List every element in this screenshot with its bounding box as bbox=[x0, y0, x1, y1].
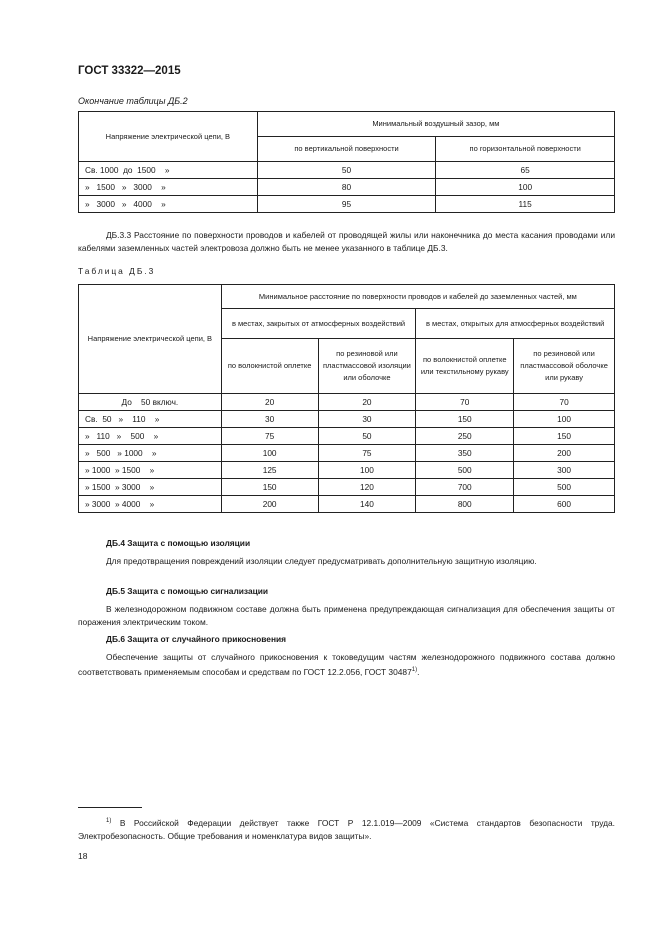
table-row: » 110 » 500 » 75 50 250 150 bbox=[79, 428, 615, 445]
table-row: » 1000 » 1500 » 125 100 500 300 bbox=[79, 462, 615, 479]
table-header-cell: в местах, закрытых от атмосферных воздействий bbox=[221, 309, 416, 339]
table-db2-end bbox=[78, 111, 615, 213]
table-header-cell: по резиновой или пластмассовой оболочке или рукаву bbox=[514, 339, 615, 394]
section-db4-text: Для предотвращения повреждений изоляции следует предусматривать дополнительную защитную изоляцию. bbox=[106, 556, 537, 566]
footnote-mark: 1) bbox=[106, 818, 112, 824]
table-header-cell: Минимальное расстояние по поверхности проводов и кабелей до заземленных частей, мм bbox=[221, 285, 614, 309]
table-row: Св. 50 » 110 » 30 30 150 100 bbox=[79, 411, 615, 428]
footnote-divider bbox=[78, 807, 142, 808]
table-header-cell: Напряжение электрической цепи, В bbox=[79, 112, 258, 162]
document-header: ГОСТ 33322—2015 bbox=[78, 65, 181, 77]
table-header-cell: Минимальный воздушный зазор, мм bbox=[257, 112, 614, 137]
table-row: До 50 включ. 20 20 70 70 bbox=[79, 394, 615, 411]
section-db4-title: ДБ.4 Защита с помощью изоляции bbox=[106, 538, 251, 548]
table-row: » 500 » 1000 » 100 75 350 200 bbox=[79, 445, 615, 462]
table-row: » 1500 » 3000 » 80 100 bbox=[79, 179, 615, 196]
table-header-cell: по вертикальной поверхности bbox=[257, 137, 436, 162]
table-header-cell: по горизонтальной поверхности bbox=[436, 137, 615, 162]
table-row: » 3000 » 4000 » 95 115 bbox=[79, 196, 615, 213]
table-header-cell: в местах, открытых для атмосферных воздействий bbox=[416, 309, 615, 339]
table-header-cell: по волокнистой оплетке или текстильному рукаву bbox=[416, 339, 514, 394]
section-db5-text: В железнодорожном подвижном составе должна быть применена предупреждающая сигнализация для обеспечения защиты от поражения электрическим током. bbox=[78, 604, 615, 627]
table-header-cell: по резиновой или пластмассовой изоляции или оболочке bbox=[318, 339, 416, 394]
table-title: Таблица ДБ.3 bbox=[78, 266, 156, 276]
table-continuation-caption: Окончание таблицы ДБ.2 bbox=[78, 96, 188, 106]
table-header-cell: по волокнистой оплетке bbox=[221, 339, 318, 394]
paragraph-db3-3: ДБ.3.3 Расстояние по поверхности проводов и кабелей от проводящей жилы или наконечника до места касания проводами или кабелями заземленных частей электровоза должно быть не менее указанного в таблице ДБ.3. bbox=[78, 230, 615, 253]
table-row: Св. 1000 до 1500 » 50 65 bbox=[79, 162, 615, 179]
footnote: $^{1)}$ В Российской Федерации действует также ГОСТ Р 12.1.019—2009 «Система стандартов безопасности труда. Электробезопасность. Общие требования и номенклатура видов защиты». bbox=[78, 817, 615, 841]
table-header-cell: Напряжение электрической цепи, В bbox=[79, 285, 222, 394]
table-db3 bbox=[78, 284, 615, 513]
section-db6-text: Обеспечение защиты от случайного прикосновения к токоведущим частям железнодорожного подвижного состава должно соответствовать применяемым способам и средствам по ГОСТ 12.2.056, ГОСТ 30487$^{1)}$. bbox=[78, 652, 615, 677]
section-db6-title: ДБ.6 Защита от случайного прикосновения bbox=[106, 634, 287, 644]
table-row: » 3000 » 4000 » 200 140 800 600 bbox=[79, 496, 615, 513]
table-row: » 1500 » 3000 » 150 120 700 500 bbox=[79, 479, 615, 496]
section-db5-title: ДБ.5 Защита с помощью сигнализации bbox=[106, 586, 269, 596]
footnote-ref: 1) bbox=[411, 667, 418, 673]
page-number: 18 bbox=[78, 851, 88, 861]
